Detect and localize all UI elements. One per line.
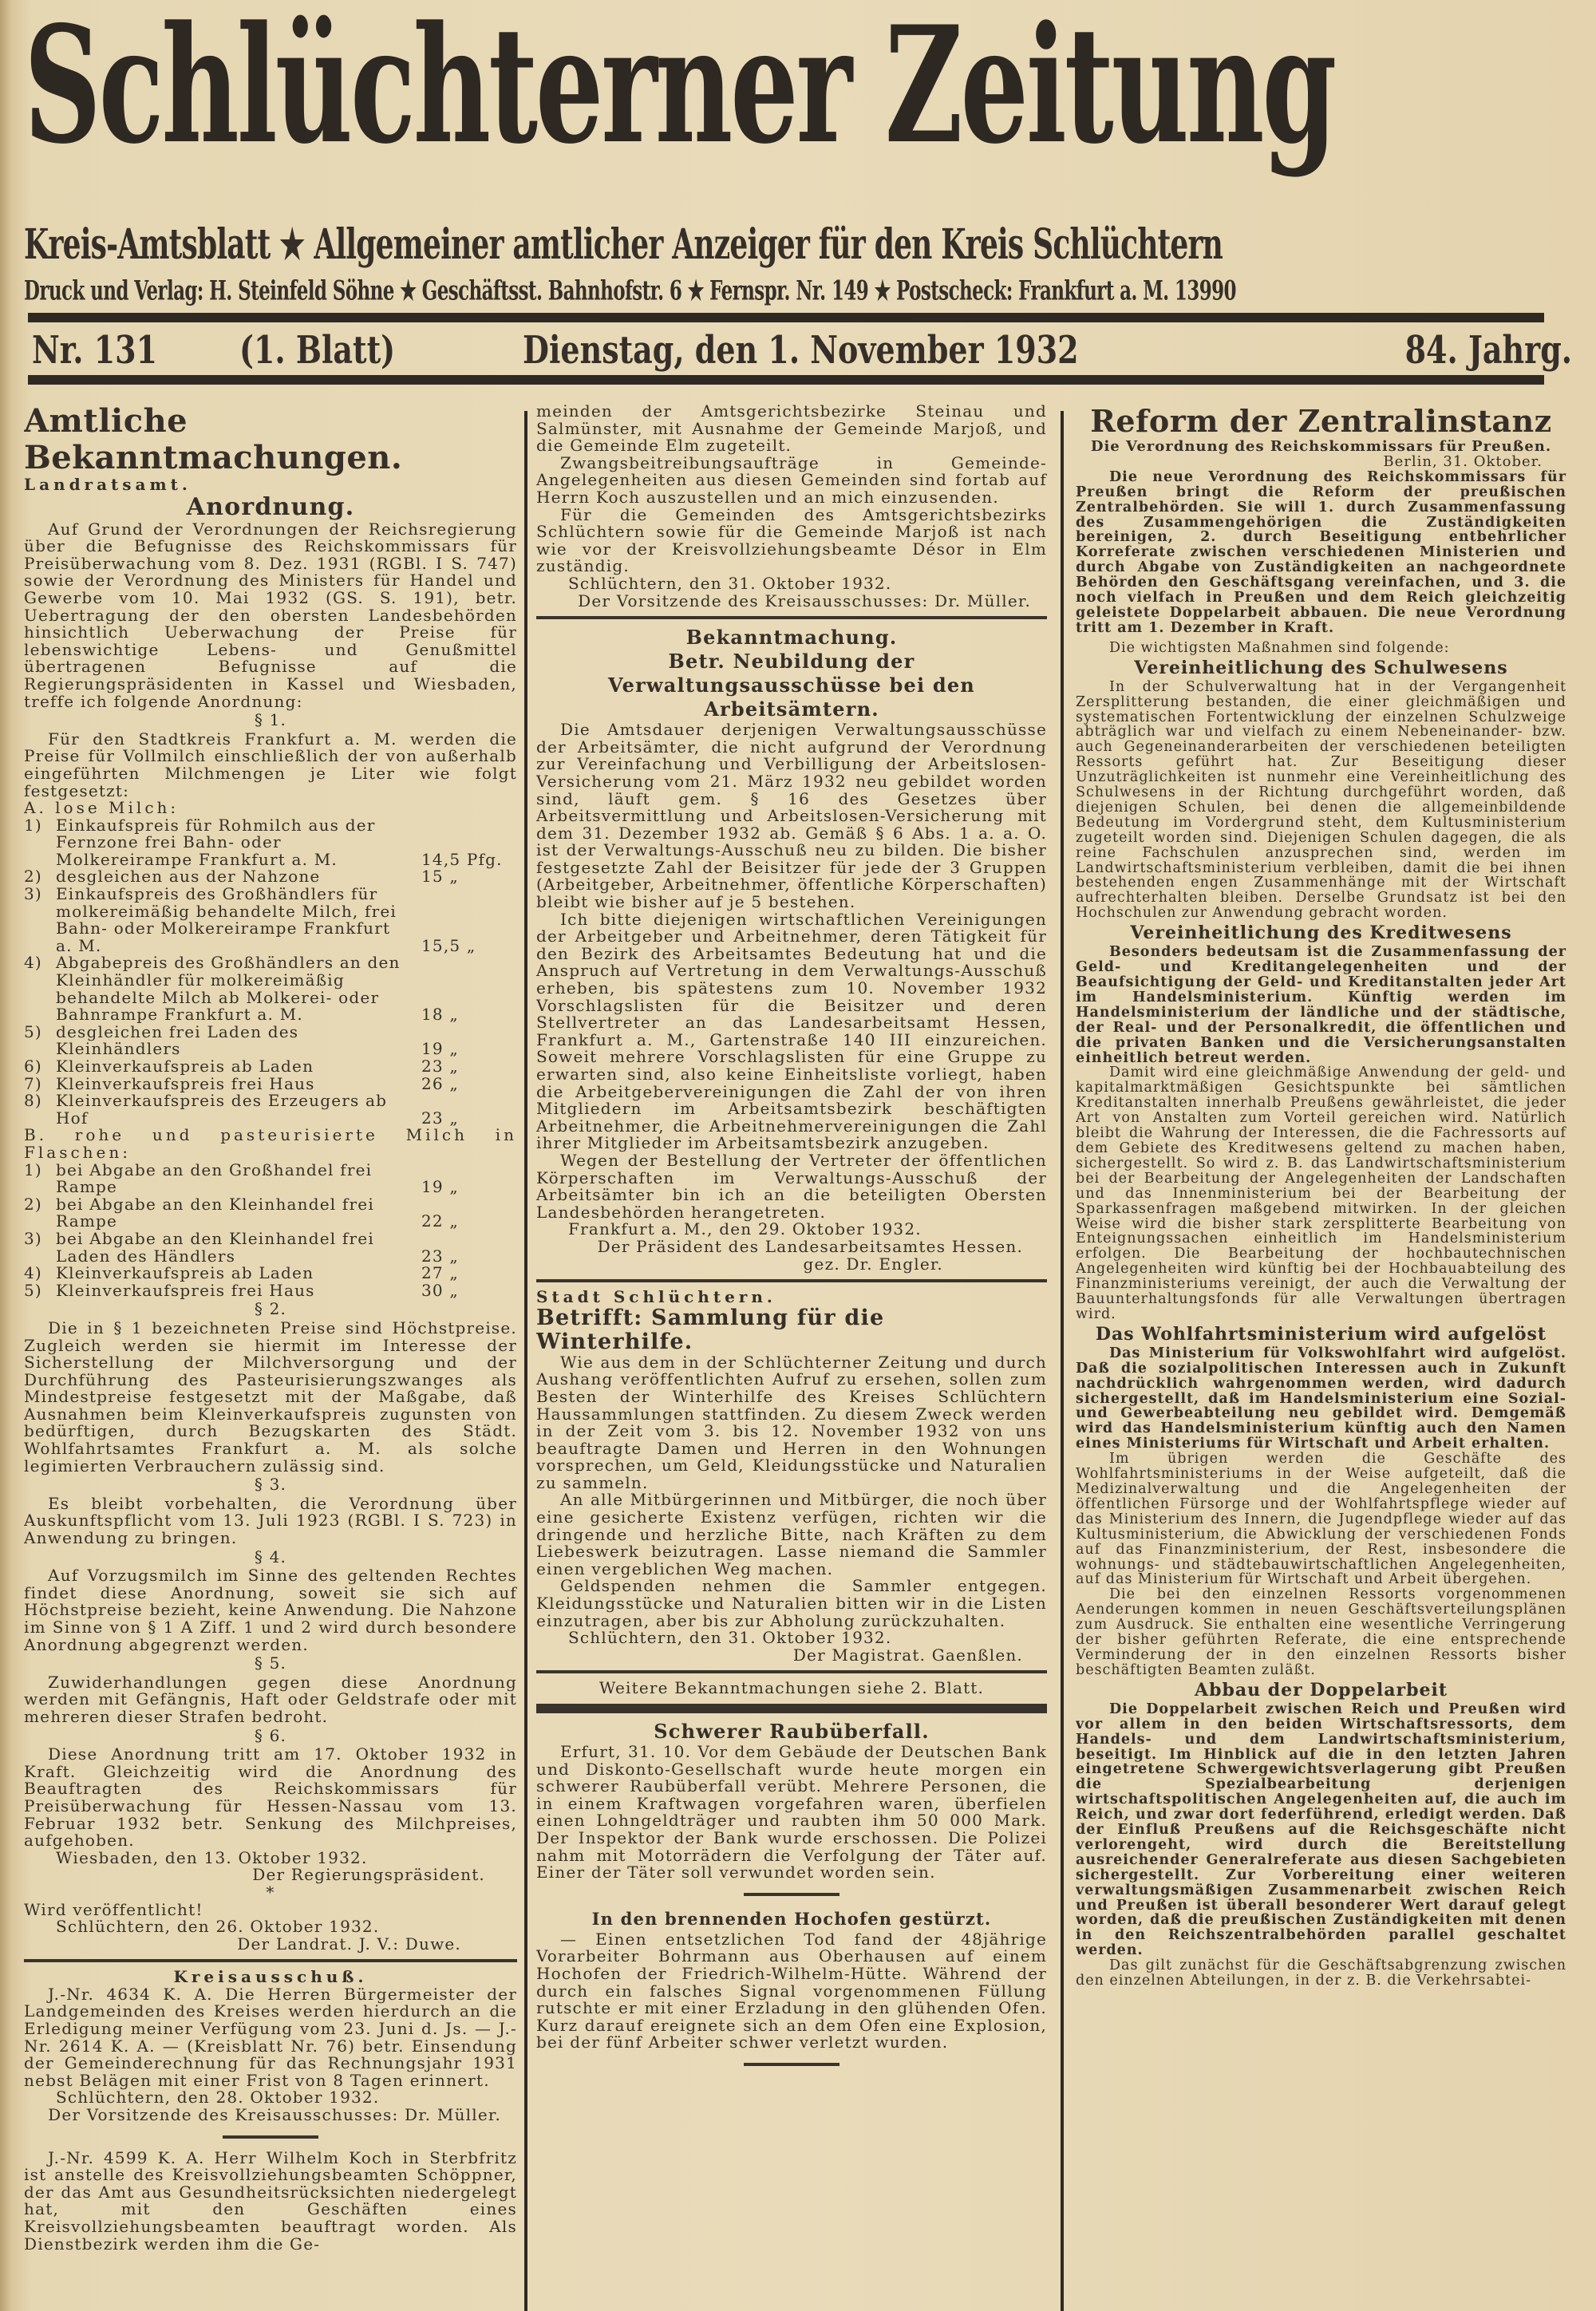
item-number: 2) [24, 1194, 42, 1214]
paragraph: Auf Grund der Verordnungen der Reichsregierung über die Befugnisse des Reichskommissars für Preisüberwachung vom 8. Dez. 1931 (RGBl. I S. 747) sowie der Verordnung des Ministers für Handel und Gewerbe vom 10. Mai 1932 (GS. S. 191), betr. Uebertragung der den obersten Landesbehörden hinsichtlich Ueberwachung der Preise für lebenswichtige Lebens- und Genußmittel übertragenen Befugnisse auf die Regierungspräsidenten in Kassel und Wiesbaden, treffe ich folgende Anordnung: [24, 519, 517, 711]
paragraph: Zuwiderhandlungen gegen diese Anordnung werden mit Gefängnis, Haft oder Geldstrafe oder mit mehreren dieser Strafen bedroht. [24, 1672, 517, 1726]
item-price: 23 „ [421, 1057, 459, 1076]
issue-date: Dienstag, den 1. November 1932 [523, 327, 1079, 373]
item-text: Kleinverkaufspreis des Erzeugers ab Hof [56, 1091, 388, 1128]
paragraph: In der Schulverwaltung hat in der Vergangenheit Zersplitterung bestanden, die einer gleichmäßigen und systematischen Fortentwicklung der einzelnen Schulzweige abträglich war und vielfach zu einem Nebeneinander- bzw. auch Gegeneinanderarbeiten der verschiedenen beteiligten Ressorts geführt hat. Zur Beseitigung dieser Unzuträglichkeiten ist nunmehr eine Vereinheitlichung des Schulwesens in der Richtung durchgeführt worden, daß diejenigen Schulen, bei denen die allgemeinbildende Bedeutung im Vordergrund steht, dem Kultusministerium zugeteilt worden sind. Diejenigen Schulen dagegen, die als reine Fachschulen anzusprechen sind, werden im Landwirtschaftsministerium verbleiben, damit die bei ihnen bestehenden engen Zusammenhänge mit der Wirtschaft aufrechterhalten bleiben. Derselbe Grundsatz ist bei den Hochschulen zur Anwendung gebracht worden. [1076, 678, 1566, 922]
item-text: desgleichen aus der Nahzone [56, 867, 321, 887]
price-item [24, 1228, 517, 1266]
paragraph: Wegen der Bestellung der Vertreter der öffentlichen Körperschaften im Verwaltungs-Ausschuß der Arbeitsämter bin ich an die beteiligten Obersten Landesbehörden herangetreten. [536, 1150, 1047, 1222]
place-date: Schlüchtern, den 31. Oktober 1932. [568, 573, 892, 593]
item-text: Einkaufspreis für Rohmilch aus der Fernzone frei Bahn- oder Molkereirampe Frankfurt a. M. [56, 815, 376, 869]
divider [536, 1670, 1047, 1673]
issue-rule [28, 375, 1544, 385]
price-item [24, 1282, 517, 1300]
paragraph: J.-Nr. 4599 K. A. Herr Wilhelm Koch in Sterbfritz ist anstelle des Kreisvollziehungsbeamten Schöppner, der das Amt aus Gesundheitsrücksichten niedergelegt hat, mit den Geschäften eines Kreisvollziehungsbeamten beauftragt worden. Als Dienstbezirk werden ihm die Ge- [24, 2147, 517, 2254]
paragraph: Die in § 1 bezeichneten Preise sind Höchstpreise. Zugleich werden sie hiermit im Interesse der Sicherstellung der Milchversorgung und der Durchführung des Pasteurisierungszwanges als Mindestpreise festgesetzt mit der Maßgabe, daß Ausnahmen beim Kleinverkaufspreis zugunsten von bedürftigen, durch Bezugskarten des Städt. Wohlfahrtsamtes Frankfurt a. M. als solche legimierten Verbrauchern zulässig sind. [24, 1317, 517, 1475]
article-subtitle: Die Verordnung des Reichskommissars für Preußen. [1090, 438, 1552, 455]
paragraph-number: § 2. [254, 1299, 287, 1319]
issue-number: Nr. 131 [32, 327, 158, 373]
subheading: Vereinheitlichung des Kreditwesens [1130, 922, 1512, 944]
item-number: 5) [24, 1280, 42, 1300]
column-notices-news [536, 403, 1047, 2311]
place-date: Wiesbaden, den 13. Oktober 1932. [56, 1847, 368, 1867]
price-item [24, 817, 517, 869]
dateline: Berlin, 31. Oktober. [1383, 452, 1543, 470]
office-label: Landratsamt. [24, 475, 192, 494]
item-price: 18 „ [421, 1005, 459, 1025]
item-price: 26 „ [421, 1073, 459, 1093]
paragraph: Erfurt, 31. 10. Vor dem Gebäude der Deutschen Bank und Diskonto-Gesellschaft wurde heute morgen ein schwerer Raubüberfall verübt. Mehrere Personen, die in einem Kraftwagen vorgefahren waren, überfielen einen Lohngeldträger und raubten ihm 50 000 Mark. Der Inspektor der Bank wurde erschossen. Die Polizei nahm mit Motorrädern die Verfolgung der Täter auf. Einer der Täter soll verwundet worden sein. [536, 1742, 1047, 1882]
item-text: bei Abgabe an den Großhandel frei Rampe [56, 1159, 373, 1197]
paragraph: Die bei den einzelnen Ressorts vorgenommenen Aenderungen kommen in neuen Geschäftsverteilungsplänen zum Ausdruck. Sie enthalten eine wesentliche Verringerung der bisher geführten Referate, die eine entsprechende Verminderung der in den einzelnen Ressorts bisher beschäftigten Beamten zuläßt. [1076, 1586, 1566, 1678]
paragraph: Besonders bedeutsam ist die Zusammenfassung der Geld- und Kreditangelegenheiten und der Beaufsichtigung der Geld- und Kreditanstalten jeder Art im Handelsministerium. Künftig werden im Handelsministerium der ländliche und der städtische, der Real- und der Personalkredit, die öffentlichen und die privaten Banken und die Versicherungsanstalten einheitlich betreut werden. [1076, 944, 1566, 1066]
paragraph: J.-Nr. 4634 K. A. Die Herren Bürgermeister der Landgemeinden des Kreises werden hierdurch an die Erledigung meiner Verfügung vom 23. Juni d. Js. — J.-Nr. 2614 K. A. — (Kreisblatt Nr. 76) betr. Einsendung der Gemeinderechnung für das Rechnungsjahr 1931 nebst Belägen mit einer Frist von 8 Tagen erinnert. [24, 1984, 517, 2090]
price-item [24, 868, 517, 886]
article-title: In den brennenden Hochofen gestürzt. [591, 1908, 992, 1929]
paragraph: Die Amtsdauer derjenigen Verwaltungsausschüsse der Arbeitsämter, die nicht aufgrund der Verordnung zur Vereinfachung und Verbilligung der Arbeitslosen-Versicherung vom 21. März 1932 neu gebildet worden sind, läuft gem. § 16 des Gesetzes über Arbeitsvermittlung und Arbeitslosen-Versicherung mit dem 31. Dezember 1932 ab. Gemäß § 6 Abs. 1 a. a. O. ist der Verwaltungs-Ausschuß neu zu bilden. Die bisher festgesetzte Zahl der Beisitzer für jede der 3 Gruppen (Arbeitgeber, Arbeitnehmer, öffentliche Körperschaften) bleibt wie bisher auf je 5 bestehen. [536, 720, 1047, 912]
list-title: A. lose Milch: [24, 798, 180, 818]
price-item [24, 1265, 517, 1282]
paragraph: Die wichtigsten Maßnahmen sind folgende: [1109, 639, 1450, 656]
subheading: Das Wohlfahrtsministerium wird aufgelöst [1095, 1323, 1547, 1345]
paragraph: Das gilt zunächst für die Geschäftsabgrenzung zwischen den einzelnen Abteilungen, in der z. B. die Verkehrsabtei- [1076, 1957, 1566, 1989]
item-price: 14,5 Pfg. [421, 849, 503, 869]
item-number: 1) [24, 1159, 42, 1179]
item-text: Kleinverkaufspreis frei Haus [56, 1280, 315, 1300]
paragraph-number: § 6. [254, 1725, 287, 1745]
article-title: Schwerer Raubüberfall. [654, 1720, 930, 1743]
place-date: Schlüchtern, den 26. Oktober 1932. [56, 1917, 380, 1937]
column-rule [1061, 411, 1064, 2311]
paragraph: Es bleibt vorbehalten, die Verordnung über Auskunftspflicht vom 13. Juli 1923 (RGBl. I S. 723) in Anwendung zu bringen. [24, 1493, 517, 1548]
paragraph: Die Doppelarbeit zwischen Reich und Preußen wird vor allem in den beiden Wirtschaftsressorts, dem Handels- und dem Landwirtschaftsministerium, beseitigt. Im Hinblick auf die in den letzten Jahren eingetretene Schwergewichtsverlagerung gibt Preußen die Spezialbearbeitung derjenigen wirtschaftspolitischen Angelegenheiten auf, die auch im Reich, und zwar dort federführend, erledigt werden. Daß der Einfluß Preußens auf die Reichsgeschäfte nicht verlorengeht, wird durch die Bereitstellung ausreichender Generalreferate aus diesen Sachgebieten sichergestellt. Zur Vorbereitung einer weiteren verwaltungsmäßigen Zusammenarbeit zwischen Reich und Preußen ist überall besonderer Wert darauf gelegt worden, daß die preußischen Zuständigkeiten mit denen in den Reichszentralbehörden parallel geschaltet werden. [1076, 1701, 1566, 1959]
article-title: Bekanntmachung. [685, 626, 898, 650]
item-price: 19 „ [421, 1039, 459, 1059]
signature: Der Regierungspräsident. [252, 1865, 485, 1885]
price-item [24, 1058, 517, 1076]
place-date: Schlüchtern, den 31. Oktober 1932. [568, 1628, 892, 1648]
item-number: 5) [24, 1021, 42, 1041]
paragraph: meinden der Amtsgerichtsbezirke Steinau und Salmünster, mit Ausnahme der Gemeinde Marjoß, und die Gemeinde Elm zugeteilt. [536, 403, 1047, 456]
item-text: desgleichen frei Laden des Kleinhändlers [56, 1021, 299, 1059]
signature: Der Präsident des Landesarbeitsamtes Hessen. [597, 1236, 1023, 1256]
paragraph: Damit wird eine gleichmäßige Anwendung der geld- und kapitalmarktmäßigen Gesichtspunkte bei sämtlichen Kreditanstalten innerhalb Preußens gewährleistet, die jeder Art von Anstalten zum Vorteil gereichen wird. Natürlich bleibt die Wahrung der Interessen, die die Fachressorts auf dem Gebiete des Kreditwesens geltend zu machen haben, sichergestellt. So wird z. B. das Landwirtschaftsministerium bei der Bearbeitung der Angelegenheiten der Landschaften und das Innenministerium bei der Bearbeitung der Sparkassenfragen maßgebend mitwirken. In der gleichen Weise wird die bisher stark zersplitterte Bearbeitung von Enteignungssachen einheitlich im Handelsministerium erfolgen. Die Bearbeitung der hochbautechnischen Angelegenheiten wird künftig bei der Hochbauabteilung des Finanzministeriums vereinigt, der auch die Verwaltung der Bauunterhaltungsfonds für alle Verwaltungen übertragen wird. [1076, 1065, 1566, 1322]
article-title: Reform der Zentralinstanz [1090, 403, 1552, 439]
column-rule [524, 411, 527, 2311]
item-text: Abgabepreis des Großhändlers an den Kleinhändler für molkereimäßig behandelte Milch ab Molkerei- oder Bahnrampe Frankfurt a. M. [56, 953, 401, 1025]
price-item [24, 954, 517, 1023]
section-heading: Amtliche Bekanntmachungen. [24, 403, 403, 476]
issue-sheet: (1. Blatt) [239, 327, 396, 373]
subheading: Abbau der Doppelarbeit [1195, 1679, 1448, 1701]
masthead-rule [28, 313, 1544, 322]
section-heading: Kreisausschuß. [173, 1967, 368, 1987]
divider [24, 1959, 517, 1962]
item-price: 22 „ [421, 1211, 459, 1231]
paragraph-number: § 3. [254, 1475, 287, 1495]
divider [536, 616, 1047, 619]
price-item [24, 886, 517, 954]
item-text: Kleinverkaufspreis ab Laden [56, 1057, 314, 1076]
divider [536, 1704, 1047, 1713]
subheading: Vereinheitlichung des Schulwesens [1134, 657, 1508, 678]
article-subtitle: Betr. Neubildung der Verwaltungsausschüsse bei den Arbeitsämtern. [608, 650, 975, 721]
signature: Der Vorsitzende des Kreisausschusses: Dr. Müller. [48, 2105, 501, 2125]
item-price: 19 „ [421, 1177, 459, 1197]
short-divider [744, 2063, 839, 2066]
signature: Der Vorsitzende des Kreisausschusses: Dr. Müller. [578, 591, 1031, 610]
signature: Der Magistrat. Gaenßlen. [792, 1645, 1023, 1665]
column-reform-article [1076, 403, 1566, 2311]
newspaper-title: Schlüchterner Zeitung [24, 0, 1335, 180]
item-number: 6) [24, 1057, 42, 1076]
price-item [24, 1021, 517, 1059]
item-text: bei Abgabe an den Kleinhandel frei Laden des Händlers [56, 1228, 374, 1266]
signature: Der Landrat. J. V.: Duwe. [237, 1934, 461, 1953]
place-date: Schlüchtern, den 28. Oktober 1932. [56, 2088, 380, 2108]
item-text: Kleinverkaufspreis frei Haus [56, 1073, 315, 1093]
item-text: Kleinverkaufspreis ab Laden [56, 1263, 314, 1283]
more-notices-note: Weitere Bekanntmachungen siehe 2. Blatt. [598, 1678, 985, 1698]
article-title: Anordnung. [186, 492, 355, 521]
list-title: B. rohe und pasteurisierte Milch in Flaschen: [24, 1125, 517, 1162]
article-title: Betrifft: Sammlung für die Winterhilfe. [536, 1305, 885, 1354]
paragraph: Auf Vorzugsmilch im Sinne des geltenden Rechtes findet diese Anordnung, soweit sie sich auf Höchstpreise bezieht, keine Anwendung. Die Nahzone im Sinne von § 1 A Ziff. 1 und 2 wird durch besondere Anordnung abgegrenzt werden. [24, 1566, 517, 1654]
separator-star: * [266, 1882, 275, 1902]
paragraph: Das Ministerium für Volkswohlfahrt wird aufgelöst. Daß die sozialpolitischen Interessen auch in Zukunft nachdrücklich wahrgenommen werden, wird dadurch sichergestellt, daß im Handelsministerium eine Sozial- und Gewerbeabteilung neu gebildet wird. Demgemäß wird das Handelsministerium künftig auch den Namen eines Ministeriums für Wirtschaft und Arbeit erhalten. [1076, 1345, 1566, 1452]
item-number: 2) [24, 867, 42, 887]
item-price: 30 „ [421, 1280, 459, 1300]
item-number: 1) [24, 815, 42, 835]
price-item [24, 1196, 517, 1231]
paragraph: Für die Gemeinden des Amtsgerichtsbezirks Schlüchtern sowie für die Gemeinde Marjoß ist nach wie vor der Kreisvollziehungsbeamte Désor in Elm zuständig. [536, 504, 1047, 576]
paragraph: Ich bitte diejenigen wirtschaftlichen Vereinigungen der Arbeitgeber und Arbeitnehmer, deren Tätigkeit für den Bezirk des Arbeitsamtes Bedeutung hat und die Anspruch auf Vertretung in dem Verwaltungs-Ausschuß erheben, bis spätestens zum 10. November 1932 Vorschlagslisten für die Beisitzer und deren Stellvertreter an das Landesarbeitsamt Hessen, Frankfurt a. M., Gartenstraße 140 III einzureichen. Soweit mehrere Vorschlagslisten für eine Gruppe zu erwarten sind, also keine Einheitsliste vorliegt, haben die Arbeitgebervereinigungen die Zahl der von ihren Mitgliedern im Arbeitsamtsbezirk beschäftigten Arbeitnehmer, die Arbeitnehmervereinigungen die Zahl ihrer Mitglieder im Arbeitsamtsbezirk anzugeben. [536, 909, 1047, 1153]
item-price: 15,5 „ [421, 935, 476, 955]
item-number: 4) [24, 1263, 42, 1283]
item-number: 4) [24, 953, 42, 973]
office-label: Stadt Schlüchtern. [536, 1287, 776, 1307]
item-text: Einkaufspreis des Großhändlers für molkereimäßig behandelte Milch, frei Bahn- oder Molkereirampe Frankfurt a. M. [56, 884, 397, 955]
paragraph: — Einen entsetzlichen Tod fand der 48jährige Vorarbeiter Bohrmann aus Oberhausen auf einem Hochofen der Friedrich-Wilhelm-Hütte. Während der durch ein falsches Signal vorgenommenen Füllung rutschte er mit einer Erzladung in den glühenden Ofen. Kurz darauf ereignete sich an dem Ofen eine Explosion, bei der fünf Arbeiter schwer verletzt wurden. [536, 1929, 1047, 2052]
item-price: 27 „ [421, 1263, 459, 1283]
item-number: 8) [24, 1091, 42, 1111]
item-text: bei Abgabe an den Kleinhandel frei Rampe [56, 1194, 374, 1231]
issue-year: 84. Jahrg. [1404, 327, 1572, 373]
price-item [24, 1092, 517, 1127]
paragraph: Diese Anordnung tritt am 17. Oktober 1932 in Kraft. Gleichzeitig wird die Anordnung des Beauftragten des Reichskommissars für Preisüberwachung für Hessen-Nassau vom 13. Februar 1932 betr. Senkung des Milchpreises, aufgehoben. [24, 1744, 517, 1851]
item-price: 23 „ [421, 1108, 459, 1128]
price-item [24, 1073, 517, 1093]
paragraph: Wie aus dem in der Schlüchterner Zeitung und durch Aushang veröffentlichten Aufruf zu ersehen, sollen zum Besten der Winterhilfe des Kreises Schlüchtern Haussammlungen stattfinden. Zu diesem Zweck werden in der Zeit vom 3. bis 12. November 1932 von uns beauftragte Damen und Herren in den Wohnungen vorsprechen, um Geld, Kleidungsstücke und Naturalien zu sammeln. [536, 1352, 1047, 1492]
item-price: 15 „ [421, 867, 459, 887]
paragraph: An alle Mitbürgerinnen und Mitbürger, die noch über eine gesicherte Existenz verfügen, richten wir die dringende und herzliche Bitte, nach Kräften zu dem Liebeswerk beizutragen. Lasse niemand die Sammler einen vergeblichen Weg machen. [536, 1490, 1047, 1578]
short-divider [223, 2135, 318, 2139]
item-number: 3) [24, 884, 42, 904]
paragraph: Geldspenden nehmen die Sammler entgegen. Kleidungsstücke und Naturalien bitten wir in die Listen einzutragen, aber bis zur Abholung zurückzuhalten. [536, 1576, 1047, 1630]
item-number: 3) [24, 1228, 42, 1248]
newspaper-subtitle: Kreis-Amtsblatt ★ Allgemeiner amtlicher Anzeiger für den Kreis Schlüchtern [24, 220, 1223, 269]
paragraph: Im übrigen werden die Geschäfte des Wohlfahrtsministeriums in der Weise aufgeteilt, daß die Medizinalverwaltung und die Angelegenheiten der öffentlichen Fürsorge und der Wohlfahrtspflege wieder auf das Ministerium des Innern, die Jugendpflege wieder auf das Kultusministerium, die Abwicklung der verschiedenen Fonds auf das Finanzministerium, der Rest, insbesondere die wohnungs- und städtebauwirtschaftlichen Angelegenheiten, auf das Ministerium für Wirtschaft und Arbeit übergehen. [1076, 1451, 1566, 1588]
publisher-line: Druck und Verlag: H. Steinfeld Söhne ★ Geschäftsst. Bahnhofstr. 6 ★ Fernspr. Nr. 149 ★ Postscheck: Frankfurt a. M. 13990 [24, 275, 1236, 307]
place-date: Frankfurt a. M., den 29. Oktober 1932. [568, 1219, 922, 1239]
divider [536, 1279, 1047, 1282]
issue-line [24, 327, 1572, 377]
paragraph: Für den Stadtkreis Frankfurt a. M. werden die Preise für Vollmilch einschließlich der von außerhalb eingeführten Milchmengen je Liter wie folgt festgesetzt: [24, 729, 517, 800]
paragraph-number: § 4. [254, 1547, 287, 1566]
published-note: Wird veröffentlicht! [24, 1899, 203, 1919]
item-price: 23 „ [421, 1246, 459, 1266]
item-number: 7) [24, 1073, 42, 1093]
signature: gez. Dr. Engler. [803, 1254, 943, 1274]
lead-paragraph: Die neue Verordnung des Reichskommissars für Preußen bringt die Reform der preußischen Zentralbehörden. Sie will 1. durch Zusammenfassung des Zusammengehörigen die Zuständigkeiten bereinigen, 2. durch Beseitigung entbehrlicher Korreferate zwischen verschiedenen Ministerien und durch Abgabe von Zuständigkeiten an nachgeordnete Behörden den Geschäftsgang vereinfachen, und 3. die noch vielfach in Preußen und dem Reich gleichzeitig geleistete Doppelarbeit abbauen. Die neue Verordnung tritt am 1. Dezember in Kraft. [1076, 468, 1566, 636]
price-item [24, 1159, 517, 1197]
short-divider [744, 1893, 839, 1896]
paragraph-number: § 1. [254, 710, 287, 730]
paragraph: Zwangsbeitreibungsaufträge in Gemeinde-Angelegenheiten aus diesen Gemeinden sind fortab auf Herrn Koch auszustellen und an mich einzusenden. [536, 452, 1047, 507]
column-official-notices [24, 403, 517, 2311]
paragraph-number: § 5. [254, 1653, 287, 1673]
